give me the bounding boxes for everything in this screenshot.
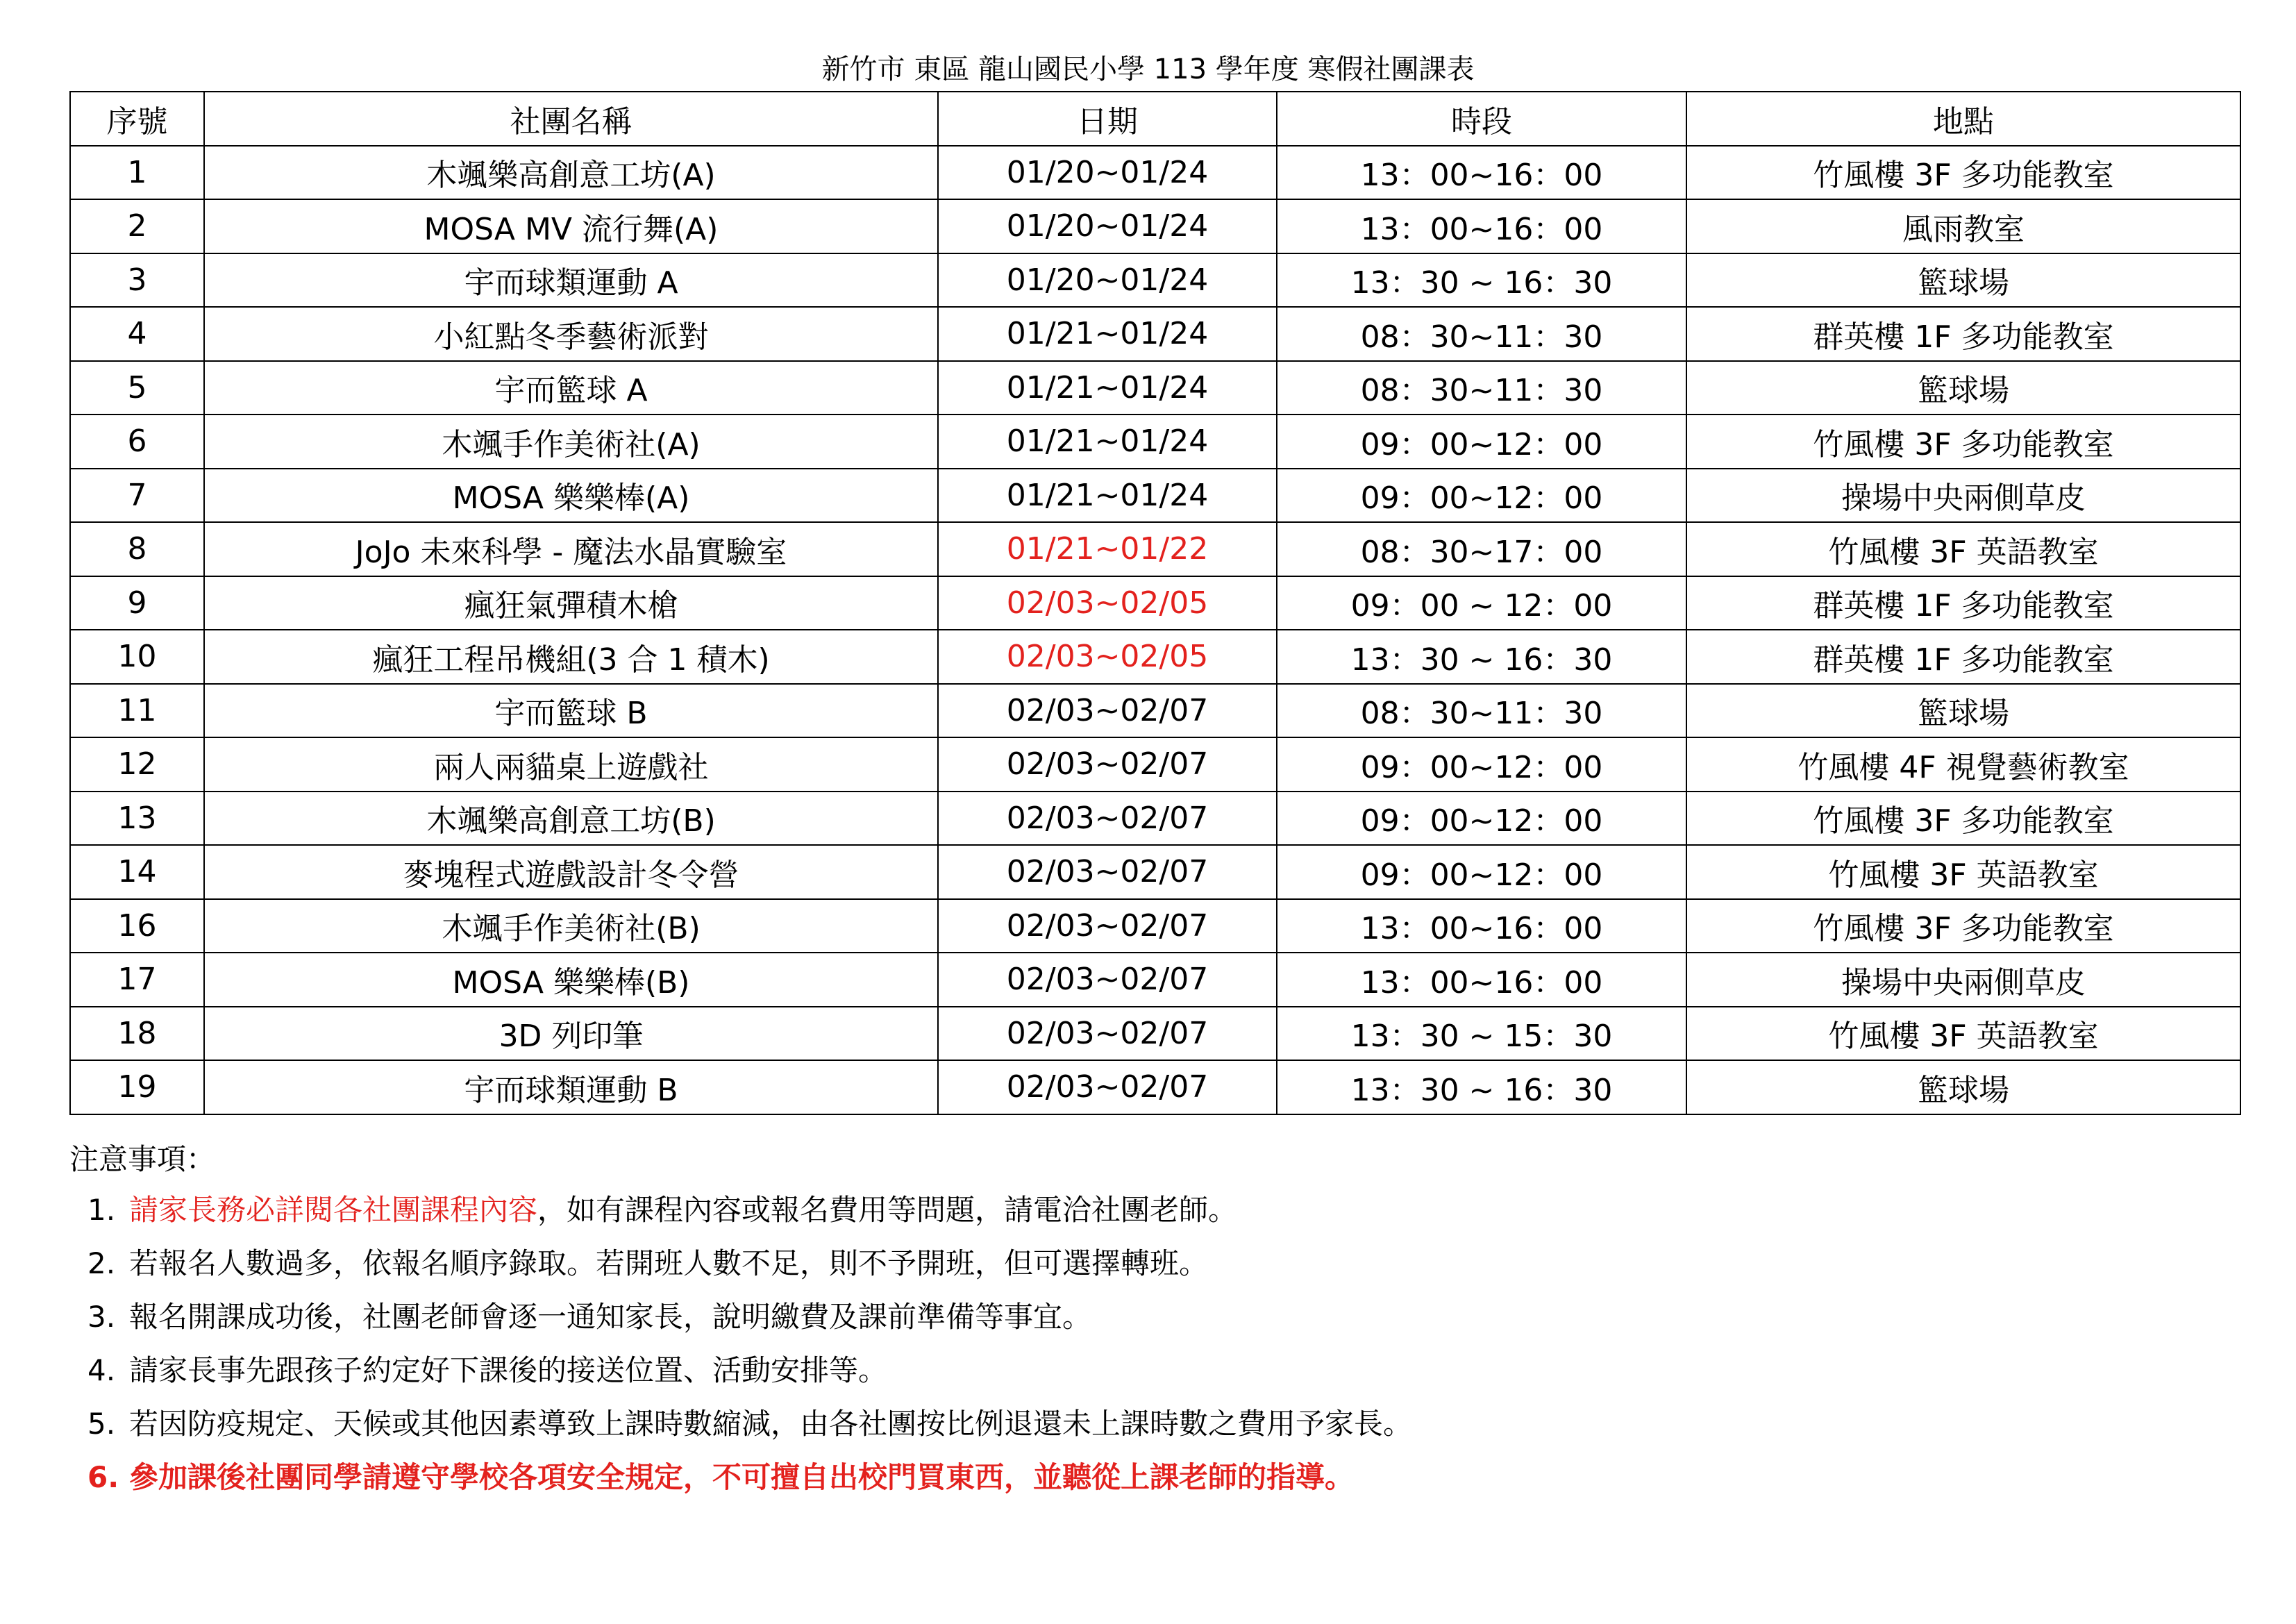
cell-club-name: JoJo 未來科學 - 魔法水晶實驗室	[204, 522, 938, 576]
cell-location: 竹風樓 3F 多功能教室	[1686, 899, 2240, 953]
cell-location: 籃球場	[1686, 1060, 2240, 1114]
header-number: 序號	[70, 92, 204, 146]
note-item	[87, 1457, 2240, 1510]
cell-time: 08：30~11：30	[1277, 361, 1686, 415]
cell-time: 13：00~16：00	[1277, 199, 1686, 253]
cell-location: 竹風樓 3F 多功能教室	[1686, 146, 2240, 200]
cell-number: 16	[70, 899, 204, 953]
cell-time: 09：00~12：00	[1277, 845, 1686, 899]
cell-time: 13：30 ~ 16：30	[1277, 253, 1686, 308]
cell-time: 08：30~17：00	[1277, 522, 1686, 576]
cell-time: 13：30 ~ 15：30	[1277, 1007, 1686, 1061]
cell-time: 08：30~11：30	[1277, 684, 1686, 738]
cell-location: 竹風樓 3F 多功能教室	[1686, 792, 2240, 846]
cell-club-name: 麥塊程式遊戲設計冬令營	[204, 845, 938, 899]
cell-location: 群英樓 1F 多功能教室	[1686, 630, 2240, 684]
cell-time: 09：00~12：00	[1277, 469, 1686, 523]
cell-date: 01/20~01/24	[938, 253, 1277, 308]
note-item	[87, 1296, 2240, 1350]
cell-number: 9	[70, 576, 204, 630]
cell-time: 13：30 ~ 16：30	[1277, 630, 1686, 684]
cell-date: 01/21~01/22	[938, 522, 1277, 576]
cell-location: 竹風樓 3F 英語教室	[1686, 1007, 2240, 1061]
cell-date: 02/03~02/07	[938, 684, 1277, 738]
table-row	[70, 845, 2240, 899]
cell-club-name: 木颯樂高創意工坊(A)	[204, 146, 938, 200]
cell-date: 02/03~02/05	[938, 630, 1277, 684]
cell-number: 10	[70, 630, 204, 684]
cell-number: 2	[70, 199, 204, 253]
cell-date: 02/03~02/05	[938, 576, 1277, 630]
cell-date: 01/21~01/24	[938, 361, 1277, 415]
note-text: ，如有課程內容或報名費用等問題，請電洽社團老師。	[537, 1193, 1238, 1227]
cell-club-name: 木颯樂高創意工坊(B)	[204, 792, 938, 846]
note-number: 3.	[87, 1300, 116, 1334]
cell-date: 01/20~01/24	[938, 146, 1277, 200]
cell-number: 19	[70, 1060, 204, 1114]
cell-time: 09：00~12：00	[1277, 737, 1686, 792]
table-row	[70, 522, 2240, 576]
note-text: 報名開課成功後，社團老師會逐一通知家長，說明繳費及課前準備等事宜。	[129, 1300, 1092, 1334]
cell-date: 01/21~01/24	[938, 469, 1277, 523]
cell-number: 6	[70, 415, 204, 469]
table-row	[70, 253, 2240, 308]
table-row	[70, 737, 2240, 792]
cell-time: 08：30~11：30	[1277, 307, 1686, 361]
note-number: 1.	[87, 1193, 116, 1227]
note-item	[87, 1403, 2240, 1457]
cell-location: 竹風樓 3F 多功能教室	[1686, 415, 2240, 469]
cell-time: 13：00~16：00	[1277, 899, 1686, 953]
cell-club-name: 瘋狂工程吊機組(3 合 1 積木)	[204, 630, 938, 684]
table-row	[70, 1060, 2240, 1114]
table-row	[70, 630, 2240, 684]
schedule-table	[69, 91, 2241, 1115]
cell-location: 籃球場	[1686, 361, 2240, 415]
cell-number: 14	[70, 845, 204, 899]
cell-time: 13：00~16：00	[1277, 953, 1686, 1007]
table-row	[70, 361, 2240, 415]
notes-list	[87, 1189, 2240, 1510]
cell-number: 18	[70, 1007, 204, 1061]
page-title: 新竹市 東區 龍山國民小學 113 學年度 寒假社團課表	[821, 53, 1475, 85]
table-row	[70, 469, 2240, 523]
cell-date: 01/21~01/24	[938, 307, 1277, 361]
cell-location: 籃球場	[1686, 684, 2240, 738]
cell-club-name: 宇而籃球 A	[204, 361, 938, 415]
cell-club-name: 木颯手作美術社(B)	[204, 899, 938, 953]
cell-time: 09：00~12：00	[1277, 415, 1686, 469]
note-text: 參加課後社團同學請遵守學校各項安全規定，不可擅自出校門買東西，並聽從上課老師的指導。	[129, 1460, 1355, 1494]
cell-number: 3	[70, 253, 204, 308]
cell-location: 竹風樓 3F 英語教室	[1686, 522, 2240, 576]
cell-time: 09：00~12：00	[1277, 792, 1686, 846]
cell-time: 13：30 ~ 16：30	[1277, 1060, 1686, 1114]
note-number: 6.	[87, 1460, 119, 1494]
note-item	[87, 1189, 2240, 1243]
cell-location: 群英樓 1F 多功能教室	[1686, 307, 2240, 361]
cell-location: 籃球場	[1686, 253, 2240, 308]
note-highlight-text: 請家長務必詳閱各社團課程內容	[129, 1193, 538, 1227]
note-number: 4.	[87, 1353, 116, 1387]
table-row	[70, 146, 2240, 200]
table-row	[70, 576, 2240, 630]
cell-location: 竹風樓 4F 視覺藝術教室	[1686, 737, 2240, 792]
table-row	[70, 684, 2240, 738]
cell-number: 17	[70, 953, 204, 1007]
cell-number: 12	[70, 737, 204, 792]
cell-location: 群英樓 1F 多功能教室	[1686, 576, 2240, 630]
cell-time: 09：00 ~ 12：00	[1277, 576, 1686, 630]
cell-number: 7	[70, 469, 204, 523]
cell-number: 11	[70, 684, 204, 738]
notes-heading: 注意事項：	[69, 1142, 216, 1176]
note-number: 5.	[87, 1407, 116, 1441]
cell-date: 02/03~02/07	[938, 792, 1277, 846]
cell-date: 02/03~02/07	[938, 1060, 1277, 1114]
cell-location: 操場中央兩側草皮	[1686, 953, 2240, 1007]
table-row	[70, 899, 2240, 953]
cell-date: 02/03~02/07	[938, 1007, 1277, 1061]
cell-club-name: 小紅點冬季藝術派對	[204, 307, 938, 361]
note-text: 若因防疫規定、天候或其他因素導致上課時數縮減，由各社團按比例退還未上課時數之費用予家長。	[129, 1407, 1413, 1441]
table-row	[70, 953, 2240, 1007]
cell-club-name: 瘋狂氣彈積木槍	[204, 576, 938, 630]
cell-date: 02/03~02/07	[938, 737, 1277, 792]
table-row	[70, 792, 2240, 846]
cell-club-name: MOSA MV 流行舞(A)	[204, 199, 938, 253]
cell-location: 竹風樓 3F 英語教室	[1686, 845, 2240, 899]
note-text: 請家長事先跟孩子約定好下課後的接送位置、活動安排等。	[129, 1353, 888, 1387]
cell-date: 01/20~01/24	[938, 199, 1277, 253]
cell-date: 01/21~01/24	[938, 415, 1277, 469]
cell-number: 4	[70, 307, 204, 361]
header-date: 日期	[938, 92, 1277, 146]
cell-number: 8	[70, 522, 204, 576]
header-club-name: 社團名稱	[204, 92, 938, 146]
note-item	[87, 1350, 2240, 1403]
note-item	[87, 1243, 2240, 1296]
table-row	[70, 307, 2240, 361]
cell-club-name: 3D 列印筆	[204, 1007, 938, 1061]
cell-club-name: MOSA 樂樂棒(A)	[204, 469, 938, 523]
cell-date: 02/03~02/07	[938, 845, 1277, 899]
cell-club-name: 宇而籃球 B	[204, 684, 938, 738]
cell-club-name: 兩人兩貓桌上遊戲社	[204, 737, 938, 792]
header-location: 地點	[1686, 92, 2240, 146]
cell-club-name: MOSA 樂樂棒(B)	[204, 953, 938, 1007]
table-header-row	[70, 92, 2240, 146]
cell-location: 操場中央兩側草皮	[1686, 469, 2240, 523]
table-row	[70, 199, 2240, 253]
cell-number: 13	[70, 792, 204, 846]
cell-club-name: 木颯手作美術社(A)	[204, 415, 938, 469]
cell-number: 5	[70, 361, 204, 415]
cell-club-name: 宇而球類運動 B	[204, 1060, 938, 1114]
cell-date: 02/03~02/07	[938, 953, 1277, 1007]
header-time: 時段	[1277, 92, 1686, 146]
cell-time: 13：00~16：00	[1277, 146, 1686, 200]
cell-club-name: 宇而球類運動 A	[204, 253, 938, 308]
cell-number: 1	[70, 146, 204, 200]
note-text: 若報名人數過多，依報名順序錄取。若開班人數不足，則不予開班，但可選擇轉班。	[129, 1246, 1209, 1280]
note-number: 2.	[87, 1246, 116, 1280]
cell-location: 風雨教室	[1686, 199, 2240, 253]
cell-date: 02/03~02/07	[938, 899, 1277, 953]
table-row	[70, 1007, 2240, 1061]
table-row	[70, 415, 2240, 469]
